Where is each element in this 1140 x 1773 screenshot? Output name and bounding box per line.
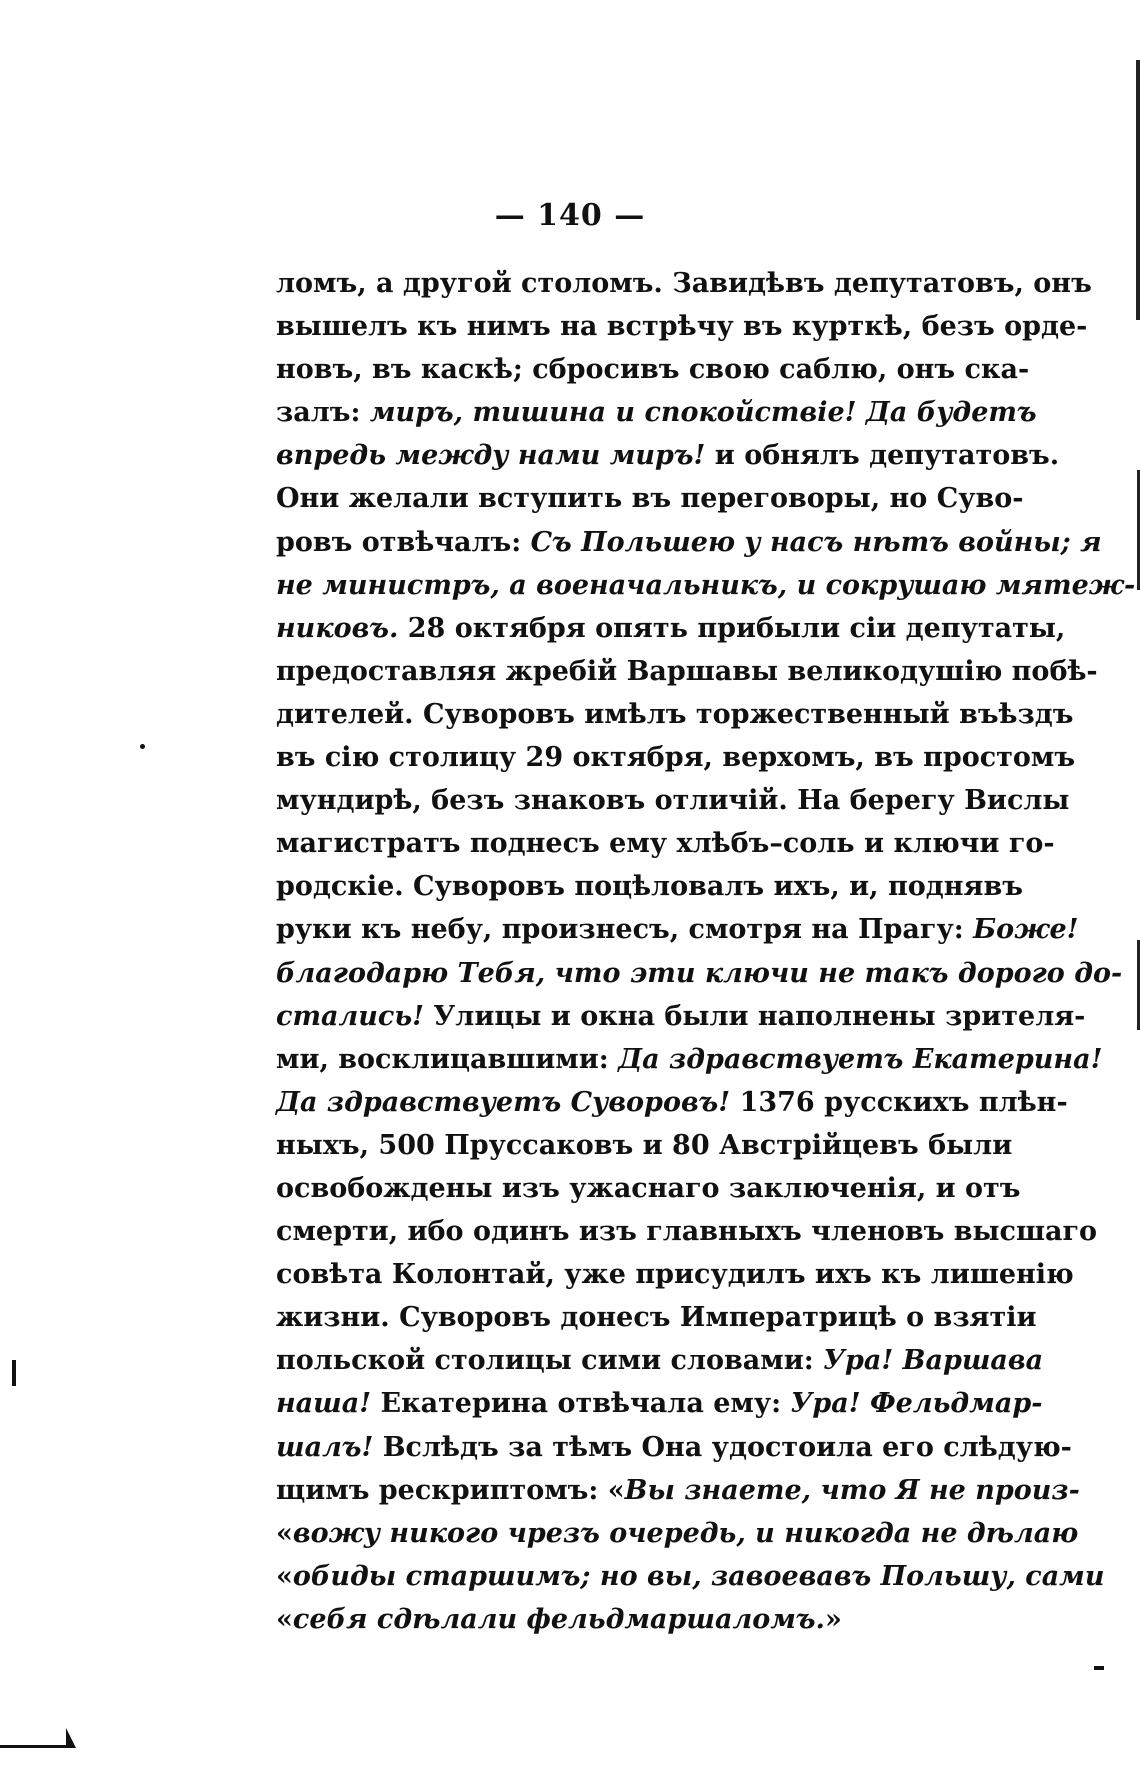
text-segment: «: [276, 1517, 293, 1549]
italic-text: Да здравствуетъ Екатерина!: [618, 1043, 1103, 1075]
text-line: [276, 521, 1102, 564]
text-segment: родскіе. Суворовъ поцѣловалъ ихъ, и, поднявъ: [276, 871, 1023, 903]
text-segment: ми, восклицавшими:: [276, 1043, 619, 1075]
scan-edge-line: [1136, 60, 1140, 320]
text-line: [276, 1210, 1098, 1253]
italic-text: Да здравствуетъ Суворовъ!: [276, 1086, 731, 1118]
text-line: [276, 348, 1030, 391]
italic-text: миръ, тишина и спокойствіе! Да будетъ: [369, 397, 1037, 429]
scan-artifact-mark: [0, 1745, 70, 1748]
text-line: [276, 1253, 1074, 1296]
text-line: [276, 908, 1079, 951]
text-segment: Они желали вступить въ переговоры, но Суво-: [276, 483, 1024, 515]
text-line: [276, 1124, 1013, 1167]
italic-text: Ура! Варшава: [823, 1345, 1044, 1377]
italic-text: вожу никого чрезъ очередь, и никогда не дѣлаю: [292, 1517, 1079, 1549]
italic-text: Ура! Фельдмар-: [790, 1388, 1043, 1420]
text-line: [276, 736, 1076, 779]
italic-text: Съ Польшею у насъ нѣтъ войны; я: [530, 526, 1102, 558]
scan-artifact-mark: [140, 744, 145, 749]
text-segment: мундирѣ, безъ знаковъ отличій. На берегу Вислы: [276, 785, 1070, 817]
italic-text: Боже!: [973, 914, 1079, 946]
text-line: [276, 1555, 1105, 1598]
text-segment: руки къ небу, произнесъ, смотря на Прагу:: [276, 914, 974, 946]
scan-artifact-mark: [66, 1728, 76, 1748]
text-line: [276, 693, 1074, 736]
text-segment: «: [276, 1560, 293, 1592]
text-line: [276, 779, 1070, 822]
text-segment: польской столицы сими словами:: [276, 1345, 824, 1377]
text-line: [276, 391, 1037, 434]
italic-text: обиды старшимъ; но вы, завоевавъ Польшу, сами: [292, 1560, 1105, 1592]
text-segment: освобождены изъ ужаснаго заключенія, и отъ: [276, 1172, 1021, 1204]
text-segment: залъ:: [276, 397, 370, 429]
text-line: [276, 1081, 1068, 1124]
text-segment: и обнялъ депутатовъ.: [705, 440, 1060, 472]
text-segment: Екатерина отвѣчала ему:: [371, 1388, 791, 1420]
text-segment: ломъ, а другой столомъ. Завидѣвъ депутатовъ, онъ: [276, 268, 1092, 299]
italic-text: впредь между нами миръ!: [276, 440, 706, 472]
text-line: [276, 995, 1086, 1038]
italic-text: не министръ, а военачальникъ, и сокрушаю мятеж-: [276, 569, 1136, 601]
text-line: [276, 564, 1136, 607]
italic-text: благодарю Тебя, что эти ключи не такъ дорого до-: [276, 957, 1123, 989]
text-line: [276, 434, 1060, 477]
text-line: [276, 1426, 1072, 1469]
text-line: [276, 262, 1092, 305]
text-segment: 1376 русскихъ плѣн-: [730, 1086, 1068, 1118]
text-line: [276, 865, 1023, 908]
text-segment: вышелъ къ нимъ на встрѣчу въ курткѣ, безъ орде-: [276, 311, 1088, 343]
text-segment: »: [824, 1603, 842, 1635]
text-line: [276, 1382, 1043, 1425]
italic-text: Вы знаете, что Я не произ-: [624, 1474, 1080, 1506]
text-line: [276, 822, 1055, 865]
text-segment: Вслѣдъ за тѣмъ Она удостоила его слѣдую-: [373, 1431, 1072, 1463]
text-line: [276, 1339, 1044, 1382]
text-segment: магистратъ поднесъ ему хлѣбъ–соль и ключи го-: [276, 828, 1055, 860]
italic-text: никовъ.: [276, 612, 399, 644]
text-segment: жизни. Суворовъ донесъ Императрицѣ о взятіи: [276, 1302, 1037, 1334]
text-segment: ныхъ, 500 Пруссаковъ и 80 Австрійцевъ были: [276, 1129, 1013, 1161]
text-segment: новъ, въ каскѣ; сбросивъ свою саблю, онъ ска-: [276, 354, 1030, 386]
scan-artifact-mark: [12, 1360, 16, 1386]
text-line: [276, 952, 1123, 995]
text-segment: въ сію столицу 29 октября, верхомъ, въ простомъ: [276, 742, 1076, 774]
text-segment: щимъ рескриптомъ: «: [276, 1474, 625, 1506]
text-segment: 28 октября опять прибыли сіи депутаты,: [398, 612, 1066, 644]
scan-artifact-mark: [1094, 1666, 1104, 1670]
text-segment: «: [276, 1603, 293, 1635]
text-line: [276, 305, 1088, 348]
italic-text: стались!: [276, 1000, 424, 1032]
body-text: [276, 262, 1136, 1641]
text-segment: дителей. Суворовъ имѣлъ торжественный въѣздъ: [276, 698, 1074, 730]
text-line: [276, 1296, 1037, 1339]
text-line: [276, 1469, 1080, 1512]
text-line: [276, 1512, 1079, 1555]
text-segment: предоставляя жребій Варшавы великодушію побѣ-: [276, 655, 1098, 687]
text-line: [276, 1167, 1021, 1210]
italic-text: наша!: [276, 1388, 372, 1420]
text-segment: смерти, ибо одинъ изъ главныхъ членовъ высшаго: [276, 1216, 1098, 1248]
text-segment: ровъ отвѣчалъ:: [276, 526, 531, 558]
text-segment: совѣта Колонтай, уже присудилъ ихъ къ лишенію: [276, 1259, 1074, 1291]
text-line: [276, 607, 1066, 650]
page-number: — 140 —: [494, 198, 646, 233]
text-line: [276, 1038, 1103, 1081]
italic-text: шалъ!: [276, 1431, 374, 1463]
text-segment: Улицы и окна были наполнены зрителя-: [424, 1000, 1086, 1032]
italic-text: себя сдѣлали фельдмаршаломъ.: [292, 1603, 825, 1635]
text-line: [276, 650, 1098, 693]
text-line: [276, 1598, 964, 1641]
text-line: [276, 477, 1024, 520]
